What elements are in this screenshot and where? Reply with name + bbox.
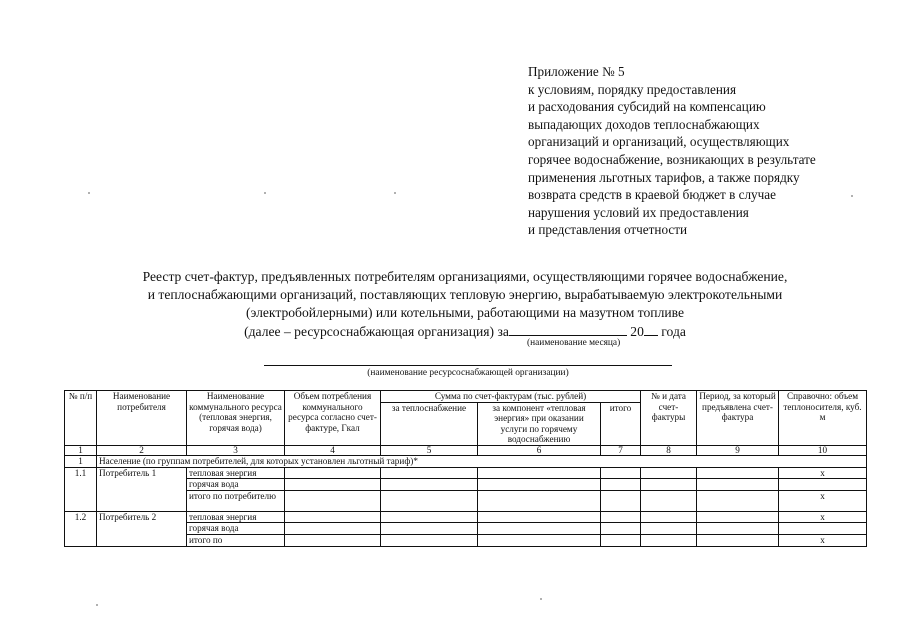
scan-speck bbox=[851, 195, 853, 197]
section-num: 1 bbox=[65, 455, 97, 467]
resource-cell: итого по bbox=[187, 534, 285, 546]
reference-cell[interactable] bbox=[779, 523, 867, 535]
header-sum-group: Сумма по счет-фактурам (тыс. рублей) bbox=[381, 391, 641, 403]
sum-component-cell[interactable] bbox=[478, 534, 601, 546]
period-cell[interactable] bbox=[697, 467, 779, 479]
column-number: 9 bbox=[697, 445, 779, 455]
reference-cell: х bbox=[779, 534, 867, 546]
column-number: 5 bbox=[381, 445, 478, 455]
table-row bbox=[65, 467, 867, 479]
invoice-cell[interactable] bbox=[641, 511, 697, 523]
scan-speck bbox=[88, 192, 90, 194]
title-line-3: (электробойлерными) или котельными, работающими на мазутном топливе bbox=[246, 305, 684, 320]
consumer-num: 1.2 bbox=[65, 511, 97, 546]
sum-total-cell[interactable] bbox=[601, 511, 641, 523]
resource-cell: горячая вода bbox=[187, 523, 285, 535]
reference-cell: х bbox=[779, 467, 867, 479]
appendix-block bbox=[528, 63, 898, 239]
header-row-1 bbox=[65, 391, 867, 403]
appendix-line: применения льготных тарифов, а также порядку bbox=[528, 169, 800, 185]
sum-heat-cell[interactable] bbox=[381, 467, 478, 479]
sum-total-cell[interactable] bbox=[601, 523, 641, 535]
header-reference: Справочно: объем теплоносителя, куб. м bbox=[779, 391, 867, 446]
title-line-2: и теплоснабжающими организаций, поставляющих тепловую энергию, вырабатываемую электрокотельными bbox=[147, 287, 783, 302]
column-number: 2 bbox=[97, 445, 187, 455]
sum-total-cell[interactable] bbox=[601, 479, 641, 491]
sum-component-cell[interactable] bbox=[478, 523, 601, 535]
sum-heat-cell[interactable] bbox=[381, 511, 478, 523]
header-sum-component: за компонент «тепловая энергия» при оказании услуги по горячему водоснабжению bbox=[478, 402, 601, 445]
reference-cell[interactable] bbox=[779, 479, 867, 491]
appendix-line: к условиям, порядку предоставления bbox=[528, 81, 737, 97]
column-number: 10 bbox=[779, 445, 867, 455]
header-num: № п/п bbox=[65, 391, 97, 446]
volume-cell[interactable] bbox=[285, 534, 381, 546]
invoice-cell[interactable] bbox=[641, 534, 697, 546]
column-number: 4 bbox=[285, 445, 381, 455]
section-label: Население (по группам потребителей, для которых установлен льготный тариф)* bbox=[97, 455, 867, 467]
sum-component-cell[interactable] bbox=[478, 511, 601, 523]
scan-speck bbox=[540, 598, 542, 600]
table-row bbox=[65, 511, 867, 523]
appendix-line: выпадающих доходов теплоснабжающих bbox=[528, 116, 760, 132]
org-caption: (наименование ресурсоснабжающей организации) bbox=[367, 368, 569, 378]
volume-cell[interactable] bbox=[285, 523, 381, 535]
year-blank-field[interactable] bbox=[644, 322, 658, 336]
column-number: 1 bbox=[65, 445, 97, 455]
appendix-line: организаций и организаций, осуществляющих bbox=[528, 134, 790, 150]
title-line-4-prefix: (далее – ресурсоснабжающая организация) за bbox=[244, 324, 509, 339]
header-invoice: № и дата счет-фактуры bbox=[641, 391, 697, 446]
invoice-cell[interactable] bbox=[641, 467, 697, 479]
registry-table bbox=[64, 390, 867, 547]
sum-component-cell[interactable] bbox=[478, 490, 601, 511]
header-sum-heat: за теплоснабжение bbox=[381, 402, 478, 445]
month-blank-field[interactable] bbox=[509, 322, 627, 336]
sum-total-cell[interactable] bbox=[601, 467, 641, 479]
column-number: 3 bbox=[187, 445, 285, 455]
appendix-line: и расходования субсидий на компенсацию bbox=[528, 99, 766, 115]
document-title bbox=[60, 268, 870, 341]
period-cell[interactable] bbox=[697, 479, 779, 491]
appendix-line: возврата средств в краевой бюджет в случае bbox=[528, 187, 776, 203]
sum-component-cell[interactable] bbox=[478, 479, 601, 491]
column-number: 6 bbox=[478, 445, 601, 455]
appendix-line: горячее водоснабжение, возникающих в результате bbox=[528, 151, 816, 167]
section-row bbox=[65, 455, 867, 467]
resource-cell: тепловая энергия bbox=[187, 511, 285, 523]
scan-speck bbox=[264, 192, 266, 194]
column-number: 8 bbox=[641, 445, 697, 455]
header-sum-total: итого bbox=[601, 402, 641, 445]
period-cell[interactable] bbox=[697, 490, 779, 511]
title-line-4-suffix: года bbox=[661, 324, 686, 339]
year-prefix: 20 bbox=[630, 324, 644, 339]
appendix-line: Приложение № 5 bbox=[528, 64, 625, 79]
volume-cell[interactable] bbox=[285, 490, 381, 511]
sum-component-cell[interactable] bbox=[478, 467, 601, 479]
period-cell[interactable] bbox=[697, 534, 779, 546]
invoice-cell[interactable] bbox=[641, 479, 697, 491]
header-volume: Объем потребления коммунального ресурса согласно счет-фактуре, Гкал bbox=[285, 391, 381, 446]
period-cell[interactable] bbox=[697, 511, 779, 523]
header-consumer: Наименование потребителя bbox=[97, 391, 187, 446]
appendix-line: и представления отчетности bbox=[528, 222, 688, 238]
appendix-line: нарушения условий их предоставления bbox=[528, 204, 749, 220]
sum-heat-cell[interactable] bbox=[381, 479, 478, 491]
volume-cell[interactable] bbox=[285, 511, 381, 523]
column-number: 7 bbox=[601, 445, 641, 455]
sum-total-cell[interactable] bbox=[601, 534, 641, 546]
invoice-cell[interactable] bbox=[641, 523, 697, 535]
consumer-name: Потребитель 2 bbox=[97, 511, 187, 546]
sum-heat-cell[interactable] bbox=[381, 523, 478, 535]
header-resource: Наименование коммунального ресурса (тепловая энергия, горячая вода) bbox=[187, 391, 285, 446]
title-line-4 bbox=[60, 322, 870, 341]
column-numbers-row bbox=[65, 445, 867, 455]
resource-cell: итого по потребителю bbox=[187, 490, 285, 511]
month-caption: (наименование месяца) bbox=[527, 338, 621, 348]
volume-cell[interactable] bbox=[285, 467, 381, 479]
volume-cell[interactable] bbox=[285, 479, 381, 491]
reference-cell: х bbox=[779, 511, 867, 523]
title-line-1: Реестр счет-фактур, предъявленных потребителям организациями, осуществляющими горячее водоснабжение, bbox=[142, 269, 788, 284]
reference-cell: х bbox=[779, 490, 867, 511]
consumer-num: 1.1 bbox=[65, 467, 97, 511]
resource-cell: горячая вода bbox=[187, 479, 285, 491]
resource-cell: тепловая энергия bbox=[187, 467, 285, 479]
header-period: Период, за который предъявлена счет-фактура bbox=[697, 391, 779, 446]
invoice-cell[interactable] bbox=[641, 490, 697, 511]
period-cell[interactable] bbox=[697, 523, 779, 535]
sum-heat-cell[interactable] bbox=[381, 534, 478, 546]
scan-speck bbox=[394, 192, 396, 194]
consumer-name: Потребитель 1 bbox=[97, 467, 187, 511]
org-name-blank-field[interactable] bbox=[264, 365, 672, 366]
scan-speck bbox=[96, 604, 98, 606]
sum-total-cell[interactable] bbox=[601, 490, 641, 511]
sum-heat-cell[interactable] bbox=[381, 490, 478, 511]
